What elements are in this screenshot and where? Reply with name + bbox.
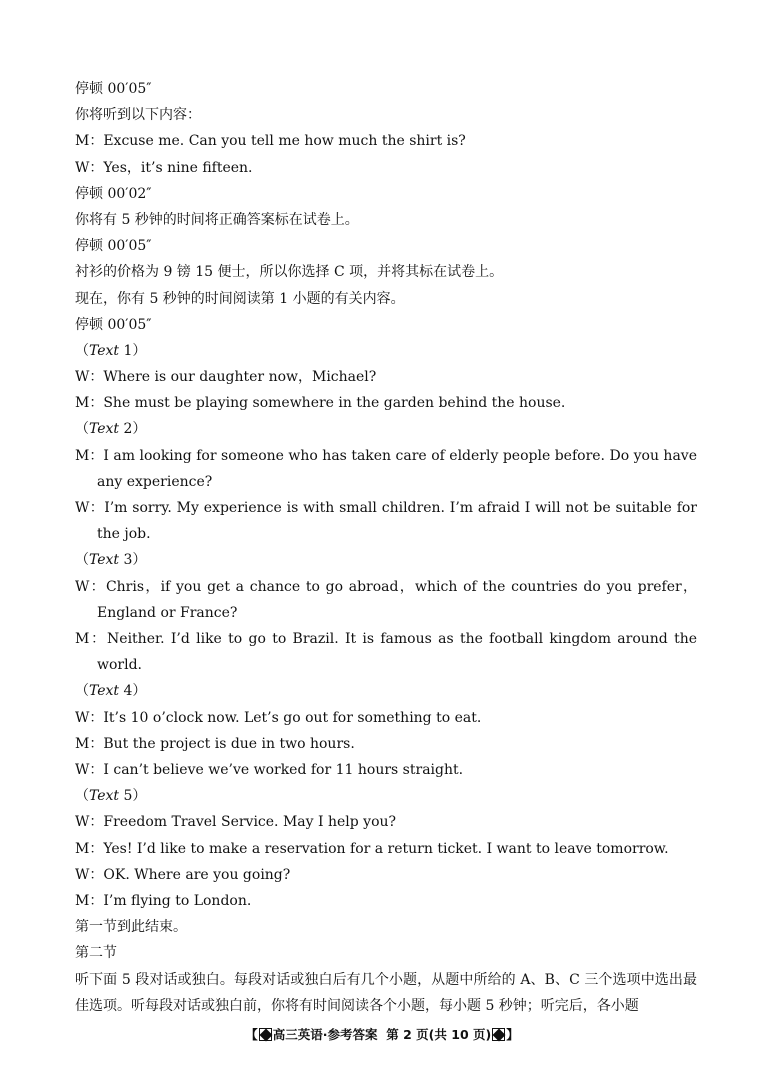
footer-subject: 高三英语 xyxy=(272,1027,323,1042)
footer-open-bracket: 【 xyxy=(245,1027,258,1042)
text-label-word: Text xyxy=(89,683,120,700)
dialog-line: M：I’m flying to London. xyxy=(75,893,252,910)
dialog-line: W：Freedom Travel Service. May I help you? xyxy=(75,814,397,831)
dialog-line: W：I’m sorry. My experience is with small children. I’m afraid I will not be suitable for the job. xyxy=(75,500,697,543)
footer-page-info: 第 2 页(共 10 页) xyxy=(386,1027,492,1042)
text-label-word: Text xyxy=(89,421,120,438)
diamond-icon xyxy=(259,1028,272,1041)
section-2-instructions: 听下面 5 段对话或独白。每段对话或独白后有几个小题，从题中所给的 A、B、C 三个选项中选出最佳选项。听每段对话或独白前，你将有时间阅读各个小题，每小题 5 秒钟；听完后，各小题 xyxy=(75,971,697,1014)
example-man-line: M：Excuse me. Can you tell me how much the shirt is? xyxy=(75,133,466,150)
pause-line: 停顿 00′05″ xyxy=(75,81,152,97)
text-label-number: 2） xyxy=(119,421,147,438)
text-label-number: 4） xyxy=(119,683,147,700)
example-woman-line: W：Yes，it’s nine fifteen. xyxy=(75,159,253,176)
dialog-line: M：But the project is due in two hours. xyxy=(75,735,355,752)
text-label-open: （ xyxy=(75,552,89,569)
dialog-line: M：She must be playing somewhere in the garden behind the house. xyxy=(75,395,566,412)
text-4-label xyxy=(75,678,697,704)
hear-intro-line: 你将听到以下内容： xyxy=(75,107,201,124)
text-3-label xyxy=(75,547,697,573)
text-label-number: 1） xyxy=(119,342,147,359)
shirt-price-line: 衬衫的价格为 9 镑 15 便士，所以你选择 C 项，并将其标在试卷上。 xyxy=(75,264,504,281)
mark-answer-line: 你将有 5 秒钟的时间将正确答案标在试卷上。 xyxy=(75,211,359,228)
dialog-line: M：Yes! I’d like to make a reservation for a return ticket. I want to leave tomorrow. xyxy=(75,840,669,857)
pause-line: 停顿 00′05″ xyxy=(75,316,152,333)
text-5-label xyxy=(75,783,697,809)
text-label-word: Text xyxy=(89,342,120,359)
document-body xyxy=(75,76,697,1019)
text-label-open: （ xyxy=(75,683,89,700)
text-label-number: 3） xyxy=(119,552,147,569)
pause-line: 停顿 00′02″ xyxy=(75,185,152,202)
text-label-open: （ xyxy=(75,342,89,359)
text-label-open: （ xyxy=(75,421,89,438)
footer-close-bracket: 】 xyxy=(506,1027,519,1042)
section-2-title: 第二节 xyxy=(75,945,117,962)
read-question-line: 现在，你有 5 秒钟的时间阅读第 1 小题的有关内容。 xyxy=(75,290,405,307)
text-label-word: Text xyxy=(89,788,120,805)
text-2-label xyxy=(75,416,697,442)
dialog-line: W：OK. Where are you going? xyxy=(75,866,291,883)
dialog-line: W：It’s 10 o’clock now. Let’s go out for something to eat. xyxy=(75,709,482,726)
text-label-open: （ xyxy=(75,788,89,805)
footer-dot: · xyxy=(322,1027,328,1042)
dialog-line: W：Where is our daughter now，Michael? xyxy=(75,369,377,386)
dialog-line: M：Neither. I’d like to go to Brazil. It is famous as the football kingdom around the world. xyxy=(75,631,697,674)
diamond-icon xyxy=(492,1028,505,1041)
text-1-label xyxy=(75,338,697,364)
footer-answers: 参考答案 xyxy=(327,1027,378,1042)
pause-line: 停顿 00′05″ xyxy=(75,238,152,255)
text-label-word: Text xyxy=(89,552,120,569)
section-1-end: 第一节到此结束。 xyxy=(75,919,187,936)
dialog-line: W：I can’t believe we’ve worked for 11 hours straight. xyxy=(75,762,464,779)
page-footer xyxy=(0,1026,764,1044)
text-label-number: 5） xyxy=(119,788,147,805)
dialog-line: W：Chris，if you get a chance to go abroad，which of the countries do you prefer，England or France? xyxy=(75,578,697,621)
dialog-line: M：I am looking for someone who has taken care of elderly people before. Do you have any experience? xyxy=(75,447,697,490)
